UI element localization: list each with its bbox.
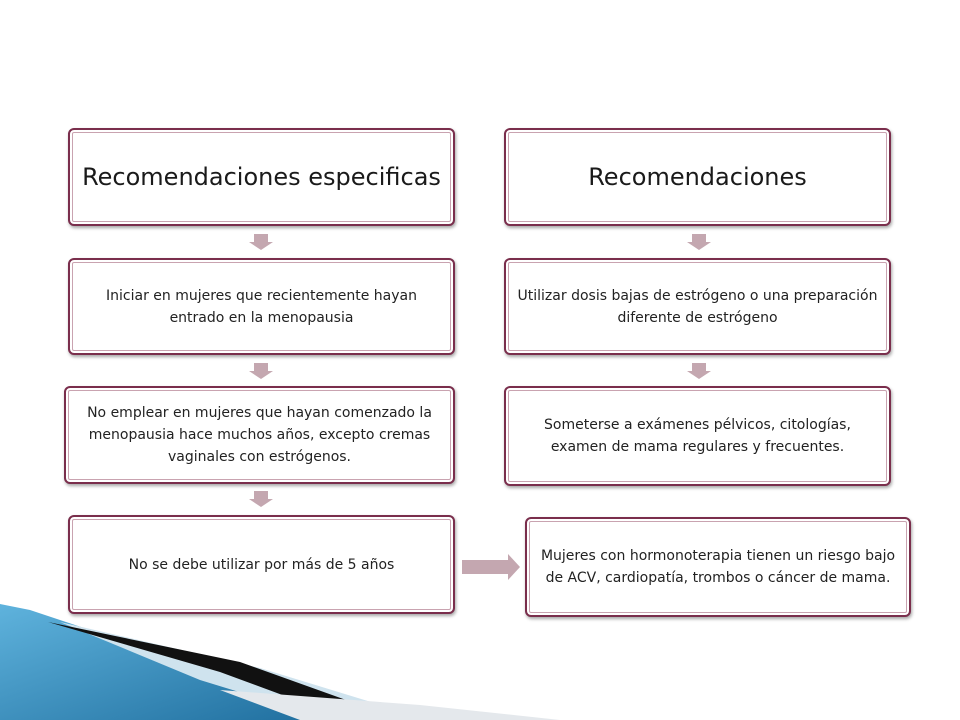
right-item-text-2: Someterse a exámenes pélvicos, citologías, examen de mama regulares y frecuentes. [544,417,851,455]
arrow-down-icon [254,234,268,242]
arrow-down-icon [254,491,268,499]
left-item-text-2: No emplear en mujeres que hayan comenzado la menopausia hace muchos años, excepto cremas vaginales con estrógenos. [87,405,432,465]
arrow-right-icon [462,560,508,574]
left-item-box-1 [68,258,455,355]
left-item-box-2 [64,386,455,484]
arrow-down-icon [692,363,706,371]
right-header-box [504,128,891,226]
left-item-text-1: Iniciar en mujeres que recientemente hayan entrado en la menopausia [106,287,417,326]
right-header-text: Recomendaciones [588,163,807,191]
left-header-text: Recomendaciones especificas [82,163,441,191]
right-item-box-2 [504,386,891,486]
arrow-down-icon [254,363,268,371]
arrow-down-icon [692,234,706,242]
right-item-text-1: Utilizar dosis bajas de estrógeno o una preparación diferente de estrógeno [517,287,878,326]
left-item-box-3 [68,515,455,614]
result-text: Mujeres con hormonoterapia tienen un riesgo bajo de ACV, cardiopatía, trombos o cáncer de mama. [540,548,896,586]
left-header-box [68,128,455,226]
result-box [525,517,911,617]
right-item-box-1 [504,258,891,355]
left-item-text-3: No se debe utilizar por más de 5 años [128,556,395,573]
